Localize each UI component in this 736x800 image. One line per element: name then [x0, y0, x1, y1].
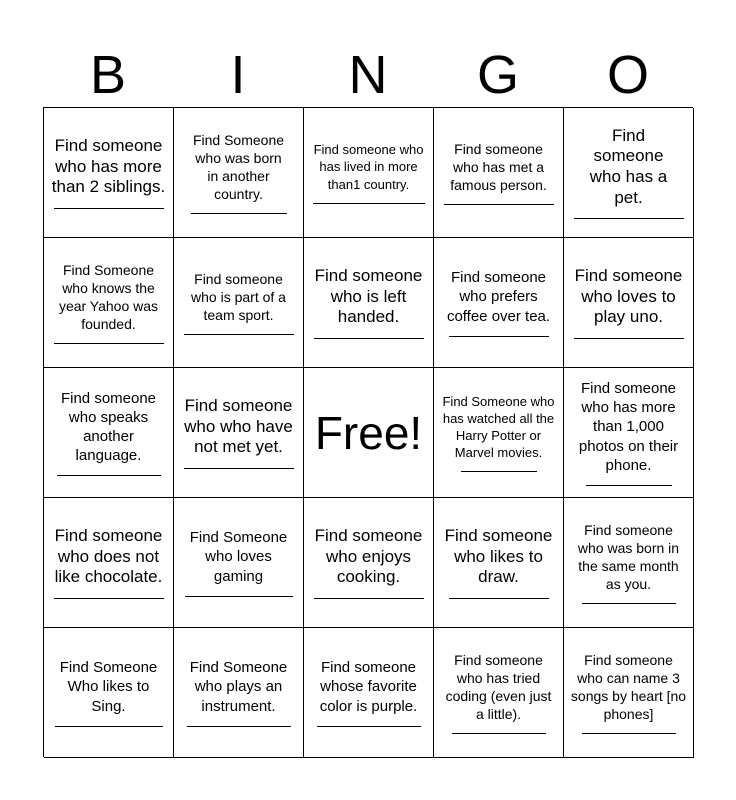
- write-in-line: [54, 208, 164, 209]
- header-letter-g: G: [476, 45, 519, 105]
- write-in-line: [184, 334, 294, 335]
- cell-prompt: Find someone who is left handed.: [314, 265, 423, 327]
- write-in-line: [191, 213, 287, 214]
- cell-prompt: Find Someone Who likes to Sing.: [59, 659, 158, 715]
- bingo-header: [43, 42, 693, 108]
- bingo-cell: [304, 108, 434, 238]
- bingo-cell: [174, 108, 304, 238]
- write-in-line: [314, 338, 424, 339]
- bingo-cell: [564, 368, 694, 498]
- cell-prompt: Find someone who prefers coffee over tea.: [446, 269, 551, 325]
- bingo-cell: [174, 368, 304, 498]
- cell-prompt: Find someone who has tried coding (even just a little).: [445, 651, 552, 723]
- bingo-cell: [564, 628, 694, 758]
- cell-prompt: Find someone whose favorite color is purple.: [319, 659, 418, 715]
- write-in-line: [54, 598, 164, 599]
- write-in-line: [313, 203, 425, 204]
- header-letter-i: I: [230, 45, 246, 105]
- write-in-line: [55, 726, 163, 727]
- bingo-grid: [43, 107, 693, 757]
- bingo-cell: [434, 108, 564, 238]
- bingo-cell: [304, 498, 434, 628]
- header-letter-o: O: [606, 45, 649, 105]
- cell-prompt: Find someone who does not like chocolate.: [54, 525, 163, 587]
- bingo-cell: [434, 498, 564, 628]
- write-in-line: [449, 336, 549, 337]
- write-in-line: [54, 343, 164, 344]
- cell-prompt: Find someone who was born in the same month as you.: [577, 521, 680, 593]
- bingo-cell: [44, 238, 174, 368]
- bingo-cell: [434, 368, 564, 498]
- write-in-line: [452, 733, 546, 734]
- cell-prompt: Find someone who likes to draw.: [444, 525, 553, 587]
- free-space-cell: [304, 368, 434, 498]
- cell-prompt: Find someone who has more than 1,000 photos on their phone.: [578, 380, 679, 474]
- write-in-line: [586, 485, 672, 486]
- write-in-line: [184, 468, 294, 469]
- bingo-cell: [44, 498, 174, 628]
- cell-prompt: Find someone who loves to play uno.: [574, 265, 683, 327]
- cell-prompt: Find someone who has a pet.: [589, 125, 668, 207]
- write-in-line: [582, 733, 676, 734]
- cell-prompt: Find Someone who has watched all the Harry Potter or Marvel movies.: [442, 393, 555, 461]
- bingo-cell: [564, 108, 694, 238]
- bingo-cell: [174, 498, 304, 628]
- bingo-cell: [304, 628, 434, 758]
- bingo-cell: [564, 238, 694, 368]
- cell-prompt: Find Someone who loves gaming: [189, 529, 288, 585]
- write-in-line: [449, 598, 549, 599]
- cell-prompt: Find someone who enjoys cooking.: [314, 525, 423, 587]
- bingo-cell: [44, 108, 174, 238]
- write-in-line: [582, 603, 676, 604]
- cell-prompt: Find someone who has lived in more than1 country.: [313, 142, 424, 192]
- bingo-cell: [174, 238, 304, 368]
- bingo-cell: [564, 498, 694, 628]
- write-in-line: [317, 726, 421, 727]
- header-letter-b: B: [89, 45, 127, 105]
- write-in-line: [314, 598, 424, 599]
- cell-prompt: Find someone who speaks another language.: [60, 389, 157, 465]
- cell-prompt: Find someone who has more than 2 siblings.: [51, 135, 166, 197]
- cell-prompt: Find Someone who plays an instrument.: [189, 659, 288, 715]
- free-space-label: Free!: [314, 406, 423, 459]
- write-in-line: [187, 726, 291, 727]
- write-in-line: [185, 596, 293, 597]
- write-in-line: [574, 338, 684, 339]
- write-in-line: [57, 475, 161, 476]
- cell-prompt: Find someone who is part of a team sport.: [191, 270, 286, 324]
- cell-prompt: Find Someone who knows the year Yahoo was founded.: [58, 261, 159, 333]
- bingo-cell: [174, 628, 304, 758]
- cell-prompt: Find someone who can name 3 songs by heart [no phones]: [570, 651, 687, 723]
- bingo-cell: [304, 238, 434, 368]
- write-in-line: [461, 471, 537, 472]
- bingo-cell: [434, 238, 564, 368]
- bingo-cell: [44, 628, 174, 758]
- write-in-line: [574, 218, 684, 219]
- cell-prompt: Find someone who who have not met yet.: [184, 395, 293, 457]
- bingo-cell: [44, 368, 174, 498]
- cell-prompt: Find Someone who was born in another country.: [192, 131, 285, 203]
- bingo-cell: [434, 628, 564, 758]
- cell-prompt: Find someone who has met a famous person.: [450, 140, 547, 194]
- header-letter-n: N: [348, 45, 388, 105]
- write-in-line: [444, 204, 554, 205]
